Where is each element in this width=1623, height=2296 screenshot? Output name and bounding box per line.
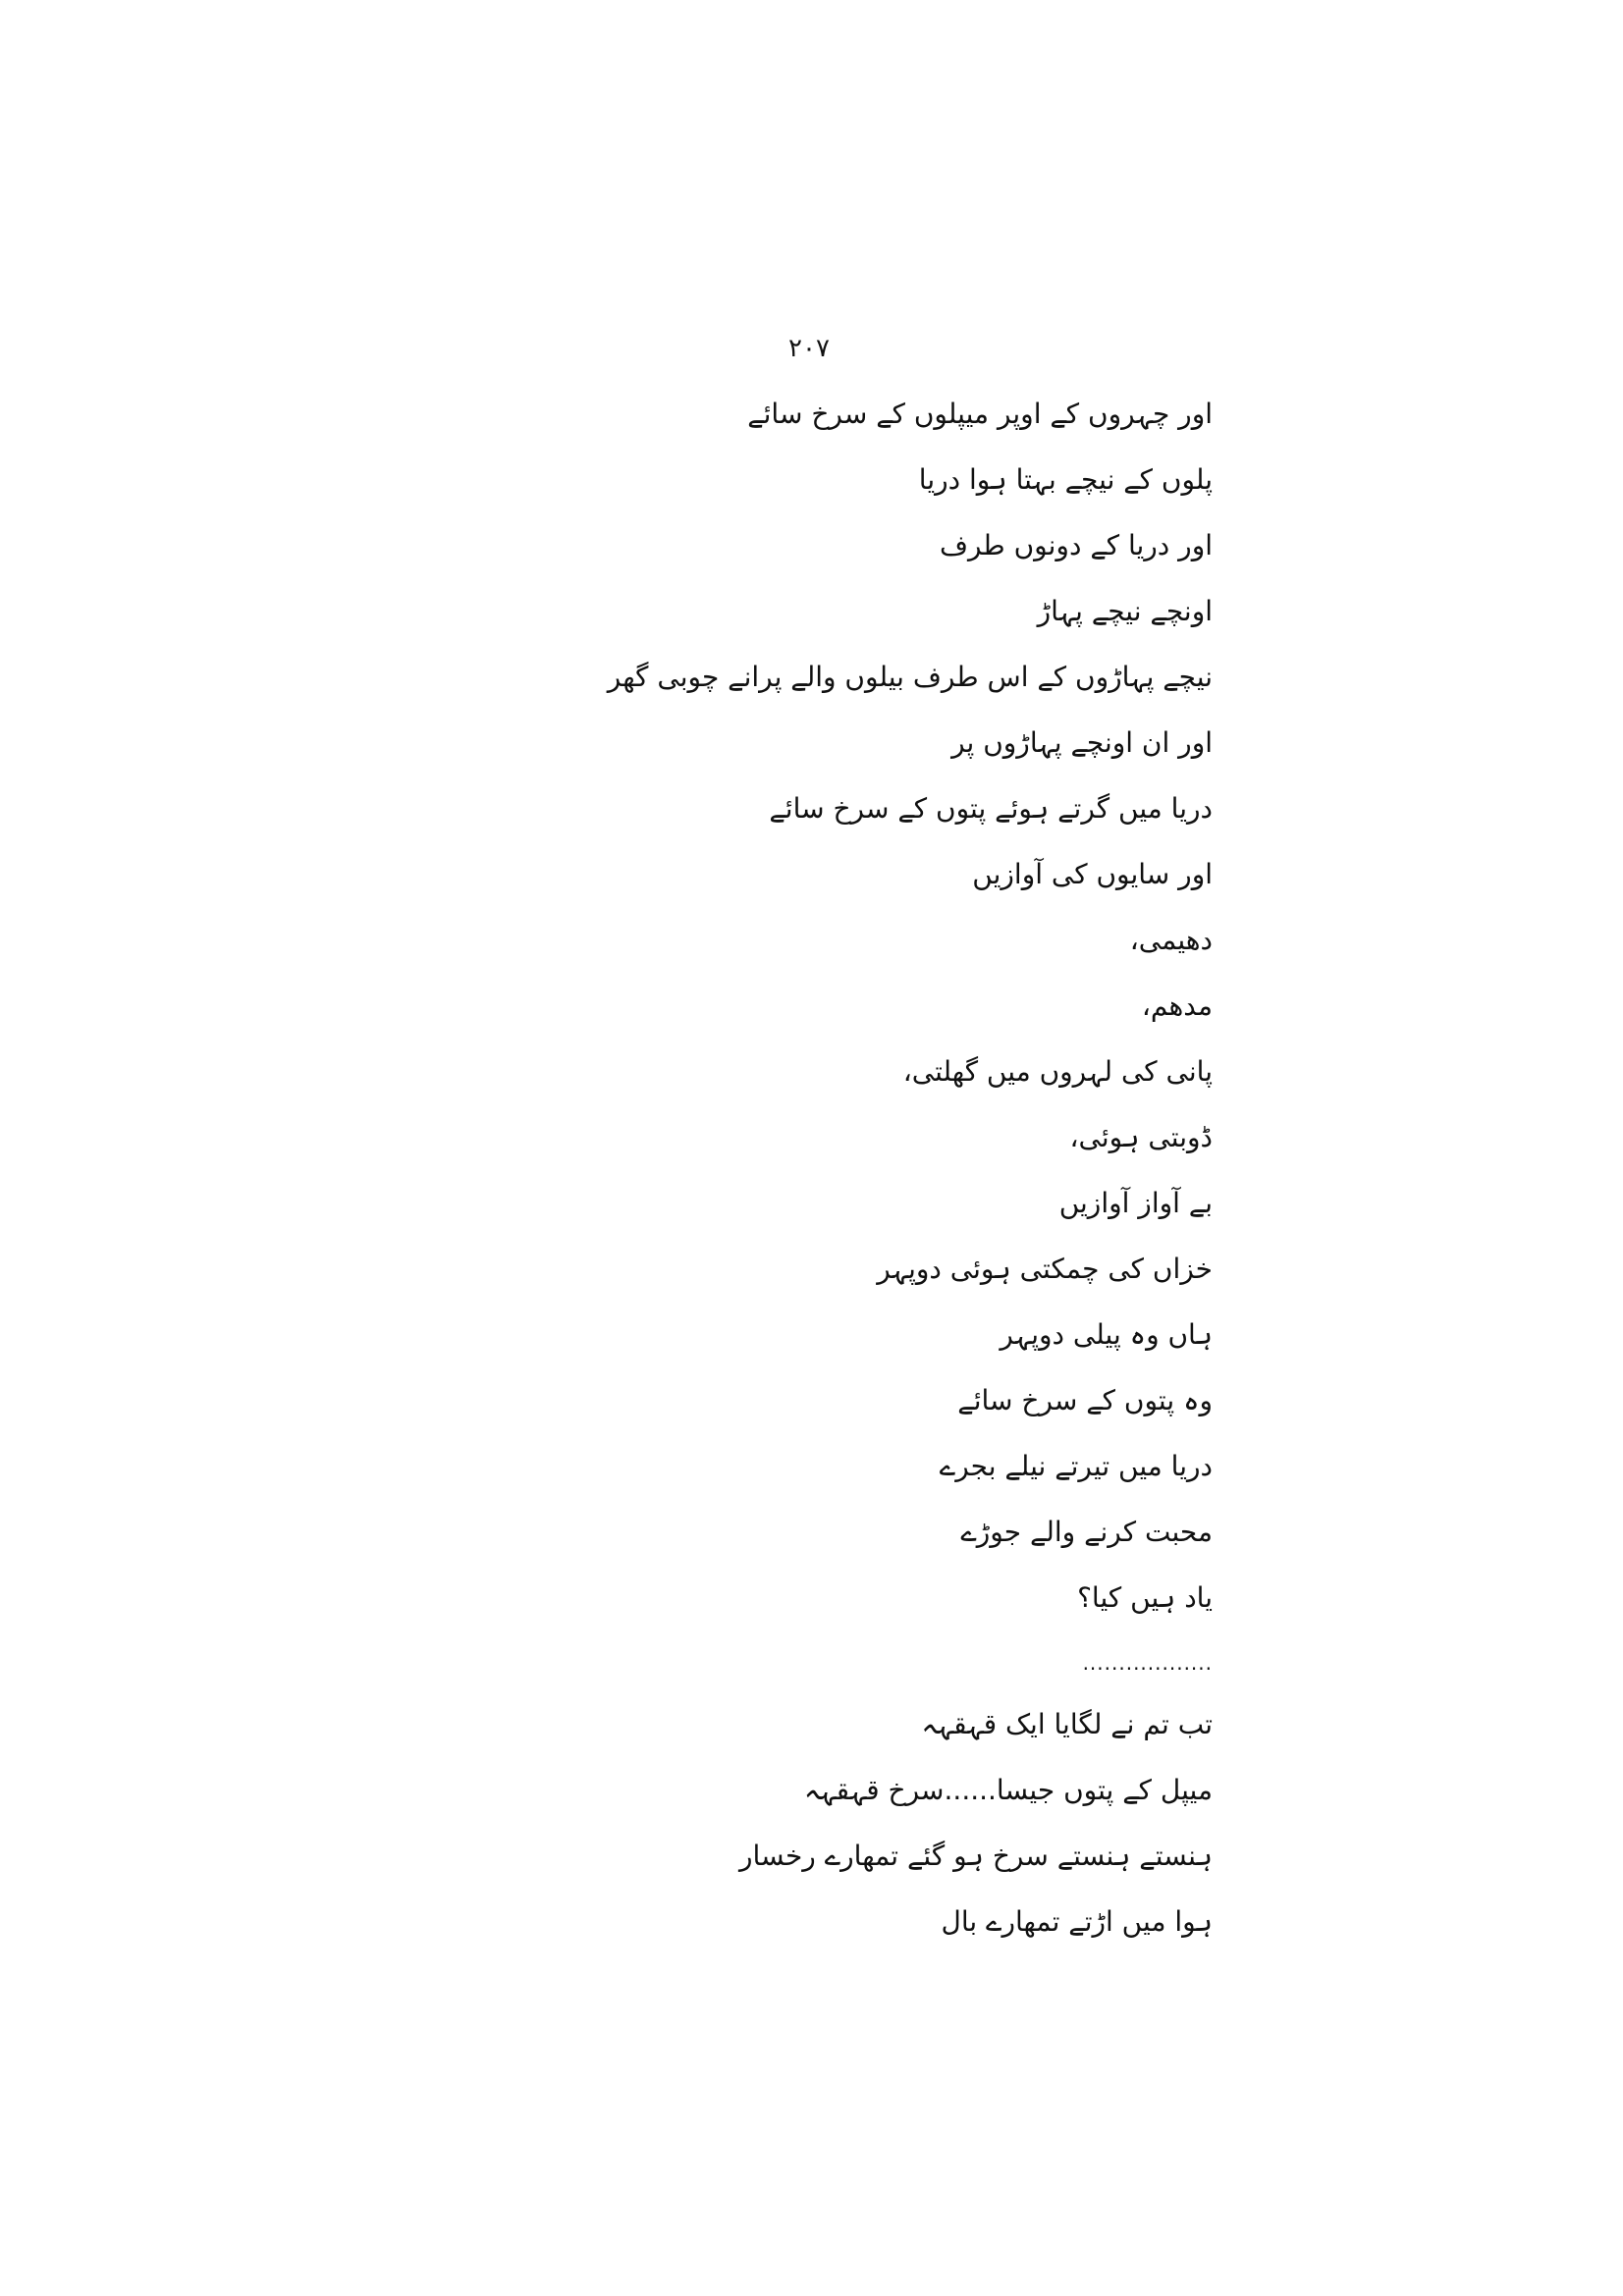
poem-line: ڈوبتی ہوئی،: [1069, 1121, 1213, 1153]
poem-line: وہ پتوں کے سرخ سائے: [957, 1384, 1213, 1416]
poem-line: بے آواز آوازیں: [1058, 1187, 1213, 1219]
poem-line: دریا میں تیرتے نیلے بجرے: [939, 1450, 1213, 1482]
poem-line: دریا میں گرتے ہوئے پتوں کے سرخ سائے: [769, 792, 1213, 825]
poem-line: خزاں کی چمکتی ہوئی دوپہر: [877, 1253, 1213, 1285]
poem-line: میپل کے پتوں جیسا......سرخ قہقہہ: [803, 1774, 1213, 1806]
poem-line: پلوں کے نیچے بہتا ہوا دریا: [918, 463, 1213, 496]
poem-line: محبت کرنے والے جوڑے: [960, 1516, 1213, 1548]
poem-line: یاد ہیں کیا؟: [1077, 1581, 1213, 1614]
poem-stanza-2: [231, 1691, 1213, 1954]
poem-line: پانی کی لہروں میں گھلتی،: [902, 1055, 1213, 1088]
poem-line: تب تم نے لگایا ایک قہقہہ: [921, 1708, 1213, 1740]
poem-line: ہوا میں اڑتے تمھارے بال: [941, 1905, 1213, 1938]
page-number: ۲۰۷: [788, 334, 830, 363]
poem-line: اور دریا کے دونوں طرف: [939, 529, 1213, 561]
poem-line: اور چہروں کے اوپر میپلوں کے سرخ سائے: [747, 398, 1213, 430]
poem-line: اونچے نیچے پہاڑ: [1037, 595, 1213, 627]
poem-stanza-1: [231, 381, 1213, 1696]
poem-line: اور ان اونچے پہاڑوں پر: [951, 726, 1213, 759]
poem-line: اور سایوں کی آوازیں: [972, 858, 1213, 890]
dotted-separator: ..................: [1082, 1651, 1213, 1675]
poem-line: دھیمی،: [1129, 924, 1213, 956]
poem-line: نیچے پہاڑوں کے اس طرف بیلوں والے پرانے چوبی گھر: [607, 661, 1213, 693]
poem-line: ہاں وہ پیلی دوپہر: [1000, 1318, 1213, 1351]
poem-line: مدھم،: [1141, 989, 1213, 1022]
poem-line: ہنستے ہنستے سرخ ہو گئے تمھارے رخسار: [738, 1840, 1213, 1872]
